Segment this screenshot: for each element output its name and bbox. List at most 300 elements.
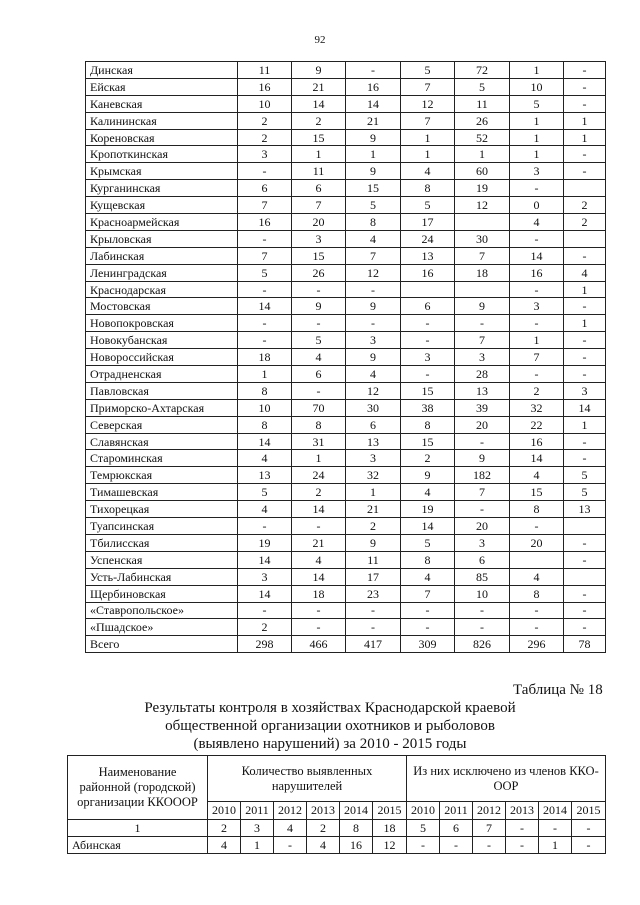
value-cell: 7: [346, 247, 401, 264]
district-name: Крымская: [86, 163, 238, 180]
value-cell: 1: [238, 366, 292, 383]
table-row: [86, 112, 606, 129]
value-cell: -: [510, 230, 564, 247]
value-cell: 6: [292, 180, 346, 197]
value-cell: 5: [238, 264, 292, 281]
value-cell: 14: [238, 298, 292, 315]
districts-table: [85, 61, 606, 653]
value-cell: -: [274, 837, 307, 854]
value-cell: 14: [292, 501, 346, 518]
value-cell: 15: [346, 180, 401, 197]
column-number: 2: [208, 820, 241, 837]
value-cell: 13: [455, 382, 510, 399]
value-cell: -: [401, 366, 455, 383]
value-cell: 2: [238, 112, 292, 129]
year-header: 2014: [539, 802, 572, 820]
district-name: Туапсинская: [86, 518, 238, 535]
value-cell: 7: [238, 197, 292, 214]
table-row: [86, 281, 606, 298]
value-cell: -: [292, 518, 346, 535]
value-cell: 14: [510, 450, 564, 467]
value-cell: -: [455, 315, 510, 332]
value-cell: 7: [401, 585, 455, 602]
year-header: 2010: [407, 802, 440, 820]
year-header: 2012: [274, 802, 307, 820]
column-group-excluded: Из них исключено из членов ККО- ООР: [407, 756, 606, 802]
value-cell: 24: [292, 467, 346, 484]
value-cell: 32: [346, 467, 401, 484]
value-cell: 19: [455, 180, 510, 197]
value-cell: 8: [401, 180, 455, 197]
value-cell: 3: [292, 230, 346, 247]
value-cell: 1: [401, 146, 455, 163]
value-cell: 17: [401, 214, 455, 231]
year-header: 2013: [506, 802, 539, 820]
value-cell: -: [346, 315, 401, 332]
value-cell: 9: [455, 450, 510, 467]
district-name: Щербиновская: [86, 585, 238, 602]
value-cell: 1: [564, 315, 606, 332]
year-header: 2011: [241, 802, 274, 820]
table-row: [86, 602, 606, 619]
district-name: Староминская: [86, 450, 238, 467]
district-name: Кущевская: [86, 197, 238, 214]
value-cell: -: [564, 78, 606, 95]
value-cell: 3: [401, 349, 455, 366]
district-name: Тимашевская: [86, 484, 238, 501]
value-cell: 1: [401, 129, 455, 146]
value-cell: 21: [346, 501, 401, 518]
value-cell: 5: [401, 197, 455, 214]
district-name: Славянская: [86, 433, 238, 450]
value-cell: 9: [292, 298, 346, 315]
value-cell: -: [564, 534, 606, 551]
value-cell: 1: [510, 62, 564, 79]
table-row: [86, 146, 606, 163]
value-cell: 7: [401, 112, 455, 129]
value-cell: 4: [401, 163, 455, 180]
value-cell: -: [572, 837, 606, 854]
value-cell: -: [238, 315, 292, 332]
value-cell: 1: [292, 146, 346, 163]
value-cell: 22: [510, 416, 564, 433]
value-cell: 2: [401, 450, 455, 467]
value-cell: 2: [564, 197, 606, 214]
value-cell: 2: [238, 619, 292, 636]
value-cell: 14: [564, 399, 606, 416]
table-row: [86, 197, 606, 214]
value-cell: -: [346, 281, 401, 298]
value-cell: -: [238, 230, 292, 247]
value-cell: 15: [401, 382, 455, 399]
table-row: [86, 315, 606, 332]
value-cell: 10: [238, 399, 292, 416]
value-cell: -: [455, 433, 510, 450]
value-cell: 78: [564, 636, 606, 653]
value-cell: 26: [455, 112, 510, 129]
value-cell: 7: [510, 349, 564, 366]
value-cell: 5: [238, 484, 292, 501]
value-cell: -: [564, 95, 606, 112]
value-cell: 13: [346, 433, 401, 450]
value-cell: 14: [292, 95, 346, 112]
value-cell: 38: [401, 399, 455, 416]
value-cell: -: [292, 382, 346, 399]
page-number: 92: [314, 34, 326, 46]
table-row: [86, 619, 606, 636]
district-name: Лабинская: [86, 247, 238, 264]
year-header: 2015: [572, 802, 606, 820]
value-cell: 466: [292, 636, 346, 653]
year-header: 2011: [440, 802, 473, 820]
value-cell: 12: [455, 197, 510, 214]
title-line: (выявлено нарушений) за 2010 - 2015 годы: [193, 736, 467, 752]
value-cell: 16: [238, 78, 292, 95]
value-cell: 4: [346, 230, 401, 247]
year-header: 2015: [373, 802, 407, 820]
value-cell: 18: [238, 349, 292, 366]
value-cell: 4: [292, 349, 346, 366]
value-cell: 4: [564, 264, 606, 281]
district-name: Тбилисская: [86, 534, 238, 551]
value-cell: 16: [238, 214, 292, 231]
value-cell: 15: [401, 433, 455, 450]
value-cell: -: [564, 366, 606, 383]
value-cell: 21: [292, 78, 346, 95]
value-cell: 8: [238, 416, 292, 433]
title-line: общественной организации охотников и рыболовов: [165, 718, 495, 734]
value-cell: 8: [510, 585, 564, 602]
value-cell: 9: [346, 534, 401, 551]
value-cell: 1: [455, 146, 510, 163]
value-cell: 11: [346, 551, 401, 568]
value-cell: -: [401, 602, 455, 619]
value-cell: 4: [208, 837, 241, 854]
year-header: 2012: [473, 802, 506, 820]
value-cell: 28: [455, 366, 510, 383]
table-row: [86, 416, 606, 433]
value-cell: -: [346, 619, 401, 636]
value-cell: 417: [346, 636, 401, 653]
value-cell: -: [564, 349, 606, 366]
table-row: [86, 450, 606, 467]
district-name: Калининская: [86, 112, 238, 129]
table-18-title: [120, 699, 540, 753]
district-name: Ленинградская: [86, 264, 238, 281]
table-row: [86, 95, 606, 112]
value-cell: 13: [238, 467, 292, 484]
district-name: Успенская: [86, 551, 238, 568]
district-name: Курганинская: [86, 180, 238, 197]
value-cell: -: [238, 332, 292, 349]
value-cell: -: [510, 366, 564, 383]
column-number: 7: [473, 820, 506, 837]
column-number: 3: [241, 820, 274, 837]
table-row: [86, 636, 606, 653]
table-row: [86, 298, 606, 315]
value-cell: 18: [455, 264, 510, 281]
value-cell: -: [564, 619, 606, 636]
value-cell: 52: [455, 129, 510, 146]
value-cell: 6: [292, 366, 346, 383]
value-cell: 13: [401, 247, 455, 264]
value-cell: 8: [401, 551, 455, 568]
value-cell: 15: [292, 129, 346, 146]
column-number: 1: [68, 820, 208, 837]
district-name: Северская: [86, 416, 238, 433]
value-cell: -: [401, 619, 455, 636]
value-cell: [564, 230, 606, 247]
value-cell: -: [564, 602, 606, 619]
table-18-label: Таблица № 18: [513, 682, 603, 698]
value-cell: 9: [346, 349, 401, 366]
value-cell: -: [564, 247, 606, 264]
district-name: Новопокровская: [86, 315, 238, 332]
value-cell: 14: [238, 585, 292, 602]
value-cell: 32: [510, 399, 564, 416]
value-cell: 10: [510, 78, 564, 95]
value-cell: 1: [564, 112, 606, 129]
value-cell: -: [510, 602, 564, 619]
value-cell: 13: [564, 501, 606, 518]
value-cell: [564, 568, 606, 585]
value-cell: 10: [455, 585, 510, 602]
table-row: [86, 349, 606, 366]
value-cell: 6: [455, 551, 510, 568]
value-cell: 30: [455, 230, 510, 247]
year-header: 2014: [340, 802, 373, 820]
year-header: 2010: [208, 802, 241, 820]
value-cell: 1: [510, 112, 564, 129]
value-cell: [510, 551, 564, 568]
table-row: [86, 180, 606, 197]
district-name: Ейская: [86, 78, 238, 95]
table-row: [86, 399, 606, 416]
column-number: -: [539, 820, 572, 837]
value-cell: [564, 518, 606, 535]
value-cell: -: [564, 298, 606, 315]
column-number-row: [68, 820, 606, 837]
district-name: Крыловская: [86, 230, 238, 247]
value-cell: 5: [346, 197, 401, 214]
table-row: [86, 585, 606, 602]
value-cell: 2: [292, 484, 346, 501]
value-cell: 1: [510, 129, 564, 146]
value-cell: -: [510, 315, 564, 332]
value-cell: 2: [292, 112, 346, 129]
value-cell: 4: [238, 501, 292, 518]
value-cell: 20: [455, 518, 510, 535]
value-cell: 12: [373, 837, 407, 854]
value-cell: 1: [241, 837, 274, 854]
value-cell: 296: [510, 636, 564, 653]
value-cell: 1: [510, 146, 564, 163]
district-name: Усть-Лабинская: [86, 568, 238, 585]
value-cell: 4: [401, 484, 455, 501]
value-cell: 9: [455, 298, 510, 315]
value-cell: 70: [292, 399, 346, 416]
value-cell: 14: [346, 95, 401, 112]
value-cell: 6: [238, 180, 292, 197]
value-cell: 60: [455, 163, 510, 180]
value-cell: 298: [238, 636, 292, 653]
value-cell: 31: [292, 433, 346, 450]
value-cell: 8: [292, 416, 346, 433]
value-cell: 2: [346, 518, 401, 535]
value-cell: 9: [401, 467, 455, 484]
value-cell: 11: [455, 95, 510, 112]
value-cell: 19: [238, 534, 292, 551]
value-cell: 4: [510, 568, 564, 585]
value-cell: 2: [564, 214, 606, 231]
value-cell: 23: [346, 585, 401, 602]
table-row: [86, 366, 606, 383]
value-cell: 5: [564, 467, 606, 484]
table-row: [86, 501, 606, 518]
district-name: Всего: [86, 636, 238, 653]
value-cell: 16: [510, 433, 564, 450]
value-cell: 16: [510, 264, 564, 281]
column-number: 5: [407, 820, 440, 837]
column-number: 2: [307, 820, 340, 837]
value-cell: 7: [455, 332, 510, 349]
value-cell: 20: [455, 416, 510, 433]
value-cell: -: [455, 602, 510, 619]
district-name: Динская: [86, 62, 238, 79]
value-cell: 4: [292, 551, 346, 568]
district-name: Кропоткинская: [86, 146, 238, 163]
table-row: [86, 332, 606, 349]
value-cell: 5: [292, 332, 346, 349]
value-cell: 85: [455, 568, 510, 585]
organization-name: Абинская: [68, 837, 208, 854]
value-cell: [401, 281, 455, 298]
value-cell: 20: [510, 534, 564, 551]
value-cell: 3: [510, 163, 564, 180]
value-cell: 3: [346, 332, 401, 349]
column-number: 6: [440, 820, 473, 837]
district-name: Темрюкская: [86, 467, 238, 484]
table-row: [86, 214, 606, 231]
value-cell: -: [238, 163, 292, 180]
value-cell: -: [564, 163, 606, 180]
value-cell: 1: [539, 837, 572, 854]
district-name: Краснодарская: [86, 281, 238, 298]
value-cell: 9: [346, 298, 401, 315]
value-cell: 2: [510, 382, 564, 399]
column-header-organization: Наименование районной (городской) организации ККОООР: [68, 756, 208, 820]
column-number: 4: [274, 820, 307, 837]
value-cell: -: [510, 281, 564, 298]
value-cell: -: [564, 450, 606, 467]
table-row: [86, 62, 606, 79]
value-cell: -: [564, 146, 606, 163]
district-name: Кореновская: [86, 129, 238, 146]
value-cell: 11: [292, 163, 346, 180]
value-cell: 16: [346, 78, 401, 95]
value-cell: 9: [346, 163, 401, 180]
value-cell: 15: [292, 247, 346, 264]
district-name: Мостовская: [86, 298, 238, 315]
table-row: [68, 837, 606, 854]
district-name: Приморско-Ахтарская: [86, 399, 238, 416]
value-cell: -: [510, 619, 564, 636]
value-cell: 309: [401, 636, 455, 653]
value-cell: 2: [238, 129, 292, 146]
value-cell: 1: [346, 484, 401, 501]
value-cell: -: [564, 585, 606, 602]
value-cell: 7: [401, 78, 455, 95]
value-cell: -: [510, 518, 564, 535]
table-row: [86, 163, 606, 180]
table-row: [86, 467, 606, 484]
table-row: [86, 264, 606, 281]
value-cell: 16: [401, 264, 455, 281]
value-cell: -: [238, 518, 292, 535]
value-cell: 8: [510, 501, 564, 518]
title-line: Результаты контроля в хозяйствах Краснодарской краевой: [144, 700, 516, 716]
value-cell: -: [564, 433, 606, 450]
value-cell: 5: [401, 534, 455, 551]
value-cell: 7: [292, 197, 346, 214]
value-cell: 15: [510, 484, 564, 501]
value-cell: -: [440, 837, 473, 854]
value-cell: 11: [238, 62, 292, 79]
value-cell: 9: [292, 62, 346, 79]
value-cell: 14: [238, 551, 292, 568]
column-group-violators: Количество выявленных нарушителей: [208, 756, 407, 802]
value-cell: 14: [401, 518, 455, 535]
value-cell: 4: [510, 214, 564, 231]
violations-table: [67, 755, 606, 854]
value-cell: -: [510, 180, 564, 197]
value-cell: 4: [307, 837, 340, 854]
district-name: Каневская: [86, 95, 238, 112]
value-cell: -: [473, 837, 506, 854]
value-cell: 1: [564, 416, 606, 433]
value-cell: 14: [510, 247, 564, 264]
value-cell: 9: [346, 129, 401, 146]
value-cell: 5: [455, 78, 510, 95]
value-cell: 14: [292, 568, 346, 585]
value-cell: 21: [292, 534, 346, 551]
district-name: Красноармейская: [86, 214, 238, 231]
value-cell: -: [292, 315, 346, 332]
value-cell: [455, 214, 510, 231]
district-name: Отрадненская: [86, 366, 238, 383]
value-cell: 1: [346, 146, 401, 163]
value-cell: 8: [346, 214, 401, 231]
district-name: Тихорецкая: [86, 501, 238, 518]
value-cell: 14: [238, 433, 292, 450]
value-cell: 4: [238, 450, 292, 467]
value-cell: -: [564, 332, 606, 349]
value-cell: 12: [401, 95, 455, 112]
value-cell: -: [346, 602, 401, 619]
column-number: -: [572, 820, 606, 837]
value-cell: 30: [346, 399, 401, 416]
value-cell: 3: [346, 450, 401, 467]
value-cell: 19: [401, 501, 455, 518]
table-row: [86, 247, 606, 264]
value-cell: 3: [455, 349, 510, 366]
table-row: [86, 382, 606, 399]
value-cell: -: [564, 62, 606, 79]
district-name: Новокубанская: [86, 332, 238, 349]
value-cell: -: [407, 837, 440, 854]
value-cell: [455, 281, 510, 298]
table-row: [86, 129, 606, 146]
